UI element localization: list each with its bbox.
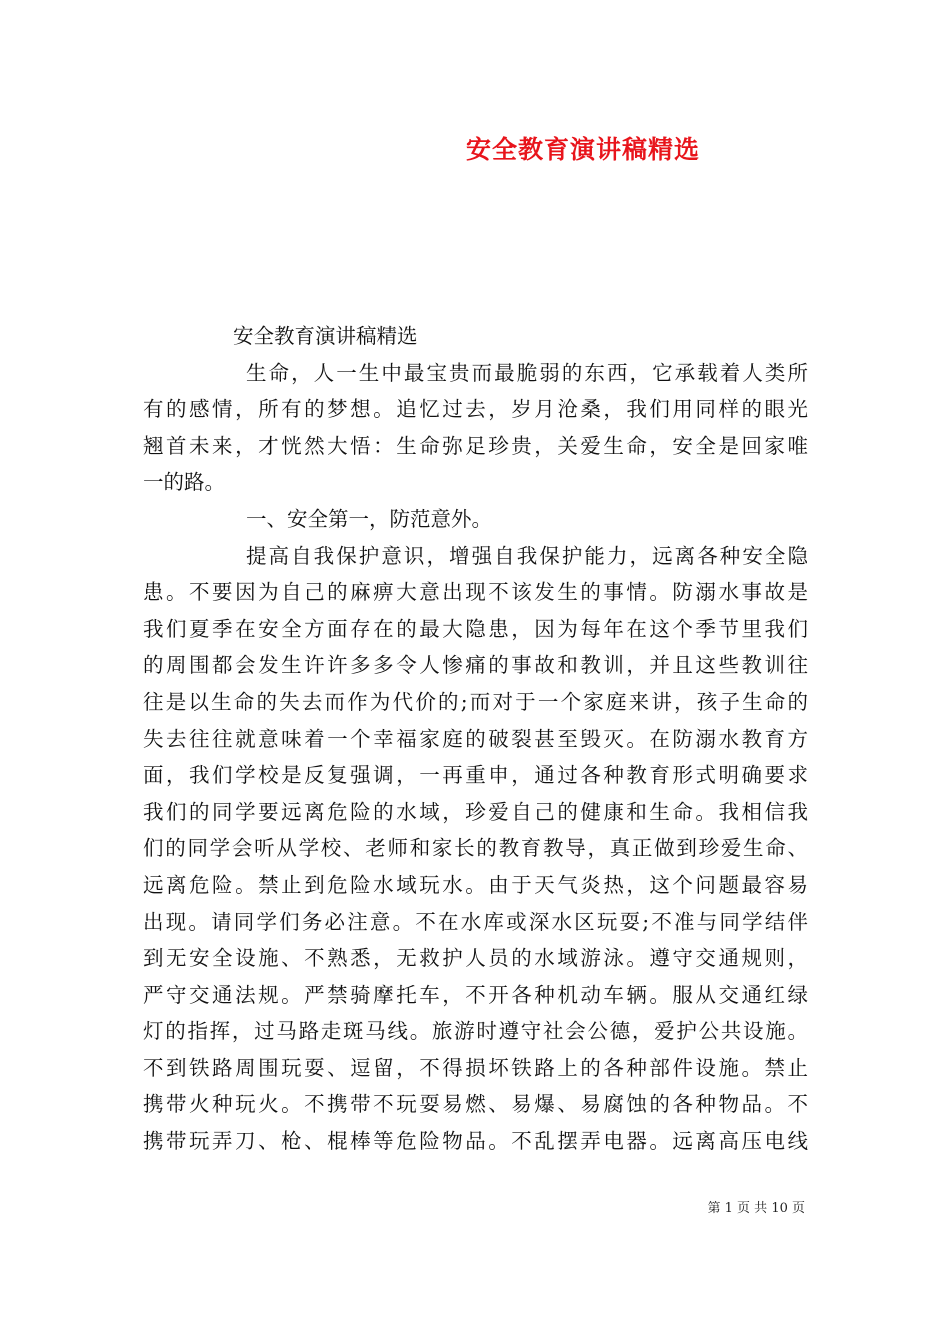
paragraph-line: 我们的同学要远离危险的水域，珍爱自己的健康和生命。我相信我 (143, 799, 808, 824)
section-heading: 一、安全第一，防范意外。 (246, 506, 492, 531)
paragraph-line: 有的感情，所有的梦想。追忆过去，岁月沧桑，我们用同样的眼光 (143, 397, 808, 422)
paragraph-line: 携带玩弄刀、枪、棍棒等危险物品。不乱摆弄电器。远离高压电线 (143, 1129, 808, 1154)
paragraph-line: 我们夏季在安全方面存在的最大隐患，因为每年在这个季节里我们 (143, 616, 808, 641)
paragraph-line: 提高自我保护意识，增强自我保护能力，远离各种安全隐 (246, 543, 808, 568)
paragraph-line: 患。不要因为自己的麻痹大意出现不该发生的事情。防溺水事故是 (143, 580, 808, 605)
paragraph-line: 失去往往就意味着一个幸福家庭的破裂甚至毁灭。在防溺水教育方 (143, 726, 808, 751)
paragraph-line: 远离危险。禁止到危险水域玩水。由于天气炎热，这个问题最容易 (143, 872, 808, 897)
paragraph-line: 往是以生命的失去而作为代价的;而对于一个家庭来讲，孩子生命的 (143, 689, 808, 714)
document-subtitle: 安全教育演讲稿精选 (233, 324, 418, 348)
document-body (143, 318, 808, 1160)
paragraph-line: 不到铁路周围玩耍、逗留，不得损坏铁路上的各种部件设施。禁止 (143, 1055, 808, 1080)
page-number-footer: 第 1 页 共 10 页 (707, 1201, 805, 1216)
paragraph-line: 出现。请同学们务必注意。不在水库或深水区玩耍;不准与同学结伴 (143, 909, 808, 934)
paragraph-line: 面，我们学校是反复强调，一再重申，通过各种教育形式明确要求 (143, 763, 808, 788)
paragraph-line: 的周围都会发生许许多多令人惨痛的事故和教训，并且这些教训往 (143, 653, 808, 678)
paragraph-line: 翘首未来，才恍然大悟：生命弥足珍贵，关爱生命，安全是回家唯 (143, 433, 808, 458)
paragraph-line: 一的路。 (143, 470, 225, 495)
paragraph-line: 们的同学会听从学校、老师和家长的教育教导，真正做到珍爱生命、 (143, 836, 808, 861)
paragraph-line: 灯的指挥，过马路走斑马线。旅游时遵守社会公德，爱护公共设施。 (143, 1019, 808, 1044)
paragraph-line: 生命，人一生中最宝贵而最脆弱的东西，它承载着人类所 (246, 360, 808, 385)
paragraph-line: 严守交通法规。严禁骑摩托车，不开各种机动车辆。服从交通红绿 (143, 982, 808, 1007)
document-title: 安全教育演讲稿精选 (465, 135, 700, 164)
paragraph-line: 携带火种玩火。不携带不玩耍易燃、易爆、易腐蚀的各种物品。不 (143, 1092, 808, 1117)
paragraph-line: 到无安全设施、不熟悉，无救护人员的水域游泳。遵守交通规则， (143, 946, 808, 971)
